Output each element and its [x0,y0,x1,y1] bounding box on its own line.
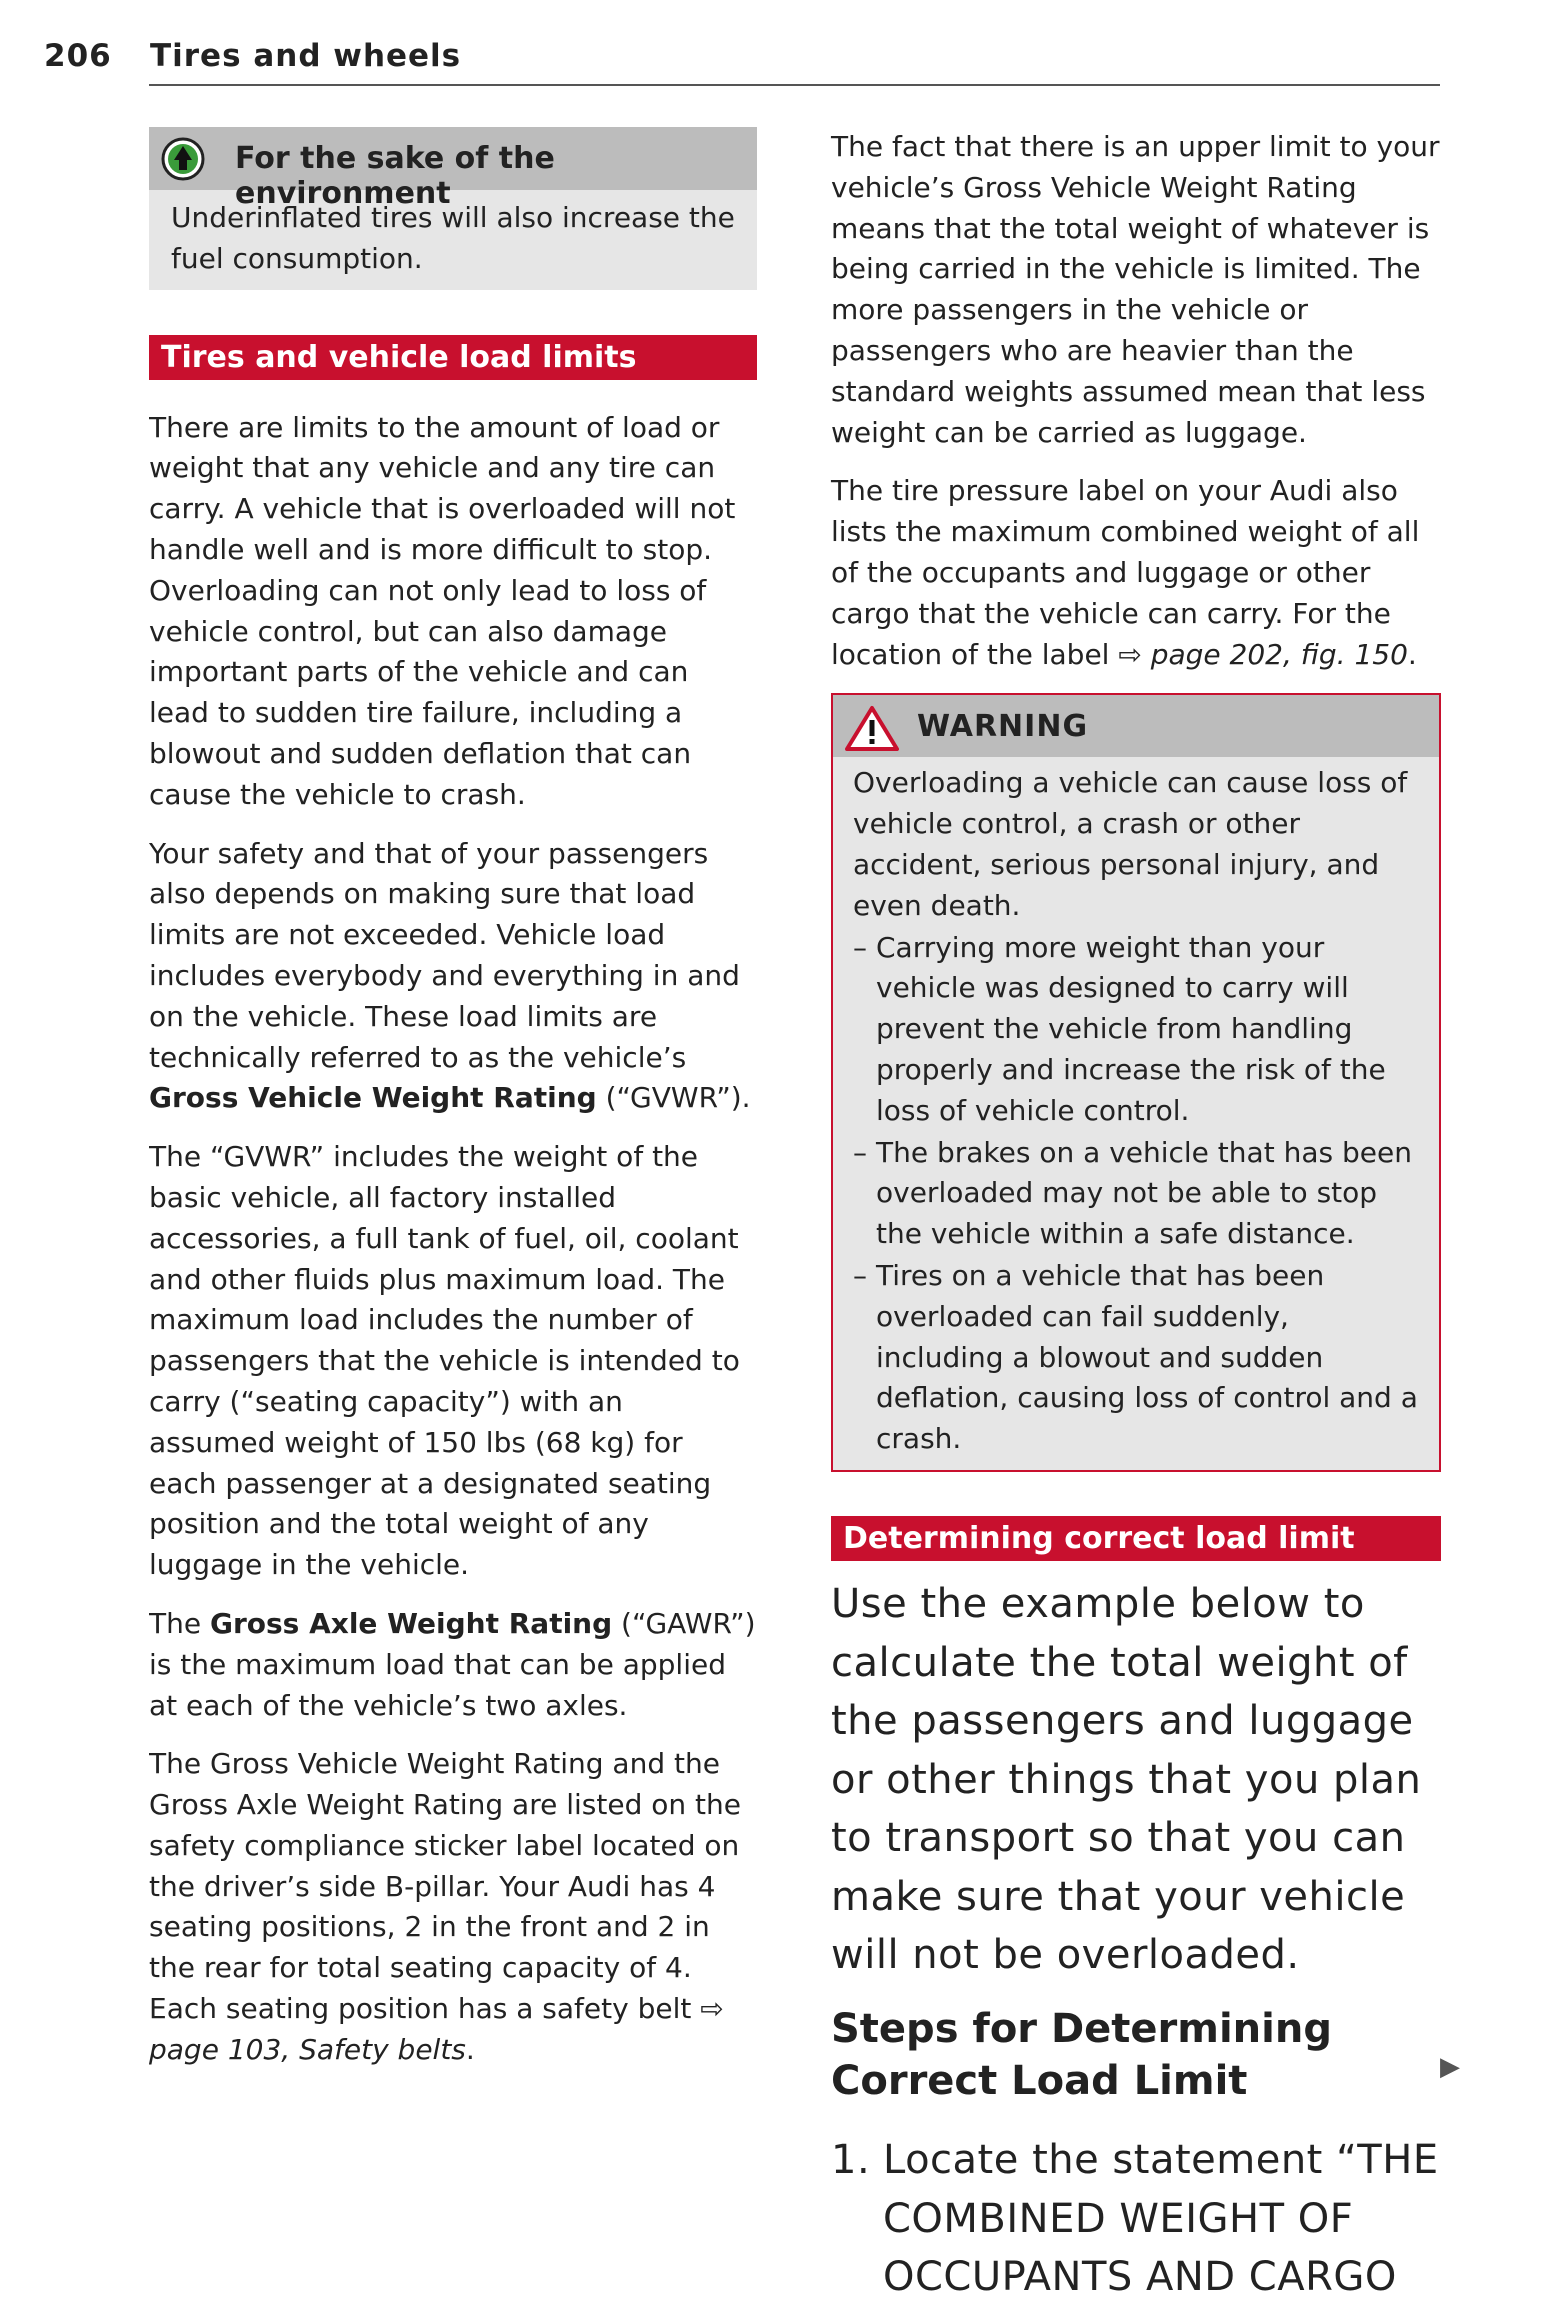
continue-arrow-icon: ▶ [1440,2052,1460,2082]
paragraph-text: Your safety and that of your passengers also depends on making sure that load limits are not exceeded. Vehicle load includes everybody and everything in and on the vehicle. These load limits are technically referred to as the vehicle’s [149,836,740,1074]
step-number: 1. [831,2137,871,2184]
chapter-title: Tires and wheels [150,38,462,74]
paragraph-text: The tire pressure label on your Audi also lists the maximum combined weight of all of the occupants and luggage or other cargo that the vehicle can carry. For the location of the label [831,474,1420,671]
paragraph-upper-limit-continued: The fact that there is an upper limit to your vehicle’s Gross Vehicle Weight Rating means that the total weight of whatever is being carried in the vehicle is limited. The more passengers in the vehicle or passengers who are heavier than the standard weights assumed mean that less weight can be carried as luggage. [831,130,1440,449]
paragraph-text: . [1407,637,1417,671]
term-gawr: Gross Axle Weight Rating [209,1606,613,1640]
warning-list-item: – Carrying more weight than your vehicle was designed to carry will prevent the vehicle from handling properly and increase the risk of the loss of vehicle control. [853,930,1386,1127]
section-title-correct-load: Determining correct load limit [831,1516,1441,1561]
warning-header [833,695,1439,757]
step-text: Locate the statement “THE COMBINED WEIGHT OF OCCUPANTS AND CARGO [883,2137,1439,2301]
left-column [149,127,757,2102]
paragraph-text: The Gross Vehicle Weight Rating and the Gross Axle Weight Rating are listed on the safety compliance sticker label located on the driver’s side B-pillar. Your Audi has 4 seating positions, 2 in the front and 2 in the rear for total seating capacity of 4. Each seating position has a safety belt [149,1747,741,2026]
page-reference-link[interactable]: ⇨ page 202, fig. 150 [1118,637,1408,671]
warning-body [833,757,1439,1470]
tree-icon [161,137,205,181]
warning-title: WARNING [917,709,1089,745]
paragraph-gawr [149,1604,757,1726]
warning-intro: Overloading a vehicle can cause loss of vehicle control, a crash or other accident, serious personal injury, and even death. [853,766,1408,922]
paragraph-gvwr-definition: The “GVWR” includes the weight of the basic vehicle, all factory installed accessories, a full tank of fuel, oil, coolant and other fluids plus maximum load. The maximum load includes the number of passengers that the vehicle is intended to carry (“seating capacity”) with an assumed weight of 150 lbs (68 kg) for each passenger at a designated seating position and the total weight of any luggage in the vehicle. [149,1140,740,1582]
environment-note-header [149,127,757,211]
paragraph-text: The [149,1606,210,1640]
paragraph-load-limits: There are limits to the amount of load or weight that any vehicle and any tire can carry. A vehicle that is overloaded will not handle well and is more difficult to stop. Overloading can not only lead to loss of vehicle control, but can also damage important parts of the vehicle and can lead to sudden tire failure, including a blowout and sudden deflation that can cause the vehicle to crash. [149,410,736,811]
page-number: 206 [44,38,112,74]
steps-heading: Steps for Determining Correct Load Limit [831,2006,1332,2105]
page-reference-link[interactable]: ⇨ page 103, Safety belts [149,1992,724,2066]
environment-note-title: For the sake of the environment [235,141,555,211]
paragraph-gvwr-intro [149,834,757,1120]
environment-note [149,127,757,290]
paragraph-text: (“GVWR”). [596,1081,751,1115]
environment-note-text: Underinflated tires will also increase the fuel consumption. [171,201,735,275]
warning-box [831,693,1441,1472]
right-column-main [831,127,1441,2307]
paragraph-tire-pressure-label [831,471,1441,675]
warning-triangle-icon [845,705,899,751]
paragraph-text: . [465,2032,475,2066]
warning-list-item: – The brakes on a vehicle that has been overloaded may not be able to stop the vehicle within a safe distance. [853,1135,1412,1251]
term-gvwr: Gross Vehicle Weight Rating [149,1081,597,1115]
warning-item-text: Tires on a vehicle that has been overloaded can fail suddenly, including a blowout and sudden deflation, causing loss of control and a crash. [876,1258,1418,1456]
paragraph-text: (“GAWR”) is the maximum load that can be applied at each of the vehicle’s two axles. [149,1606,756,1722]
warning-list-item: – Tires on a vehicle that has been overloaded can fail suddenly, including a blowout and sudden deflation, causing loss of control and a crash. [853,1258,1418,1456]
page-header [44,38,1440,88]
paragraph-ratings-label [149,1744,757,2070]
warning-item-text: The brakes on a vehicle that has been overloaded may not be able to stop the vehicle within a safe distance. [876,1135,1412,1251]
load-limit-intro: Use the example below to calculate the total weight of the passengers and luggage or other things that you plan to transport so that you can make sure that your vehicle will not be overloaded. [831,1580,1422,1979]
step-item [831,2131,1441,2307]
header-rule [149,84,1440,86]
warning-item-text: Carrying more weight than your vehicle was designed to carry will prevent the vehicle from handling properly and increase the risk of the loss of vehicle control. [876,930,1386,1127]
section-title-load-limits: Tires and vehicle load limits [149,335,757,380]
